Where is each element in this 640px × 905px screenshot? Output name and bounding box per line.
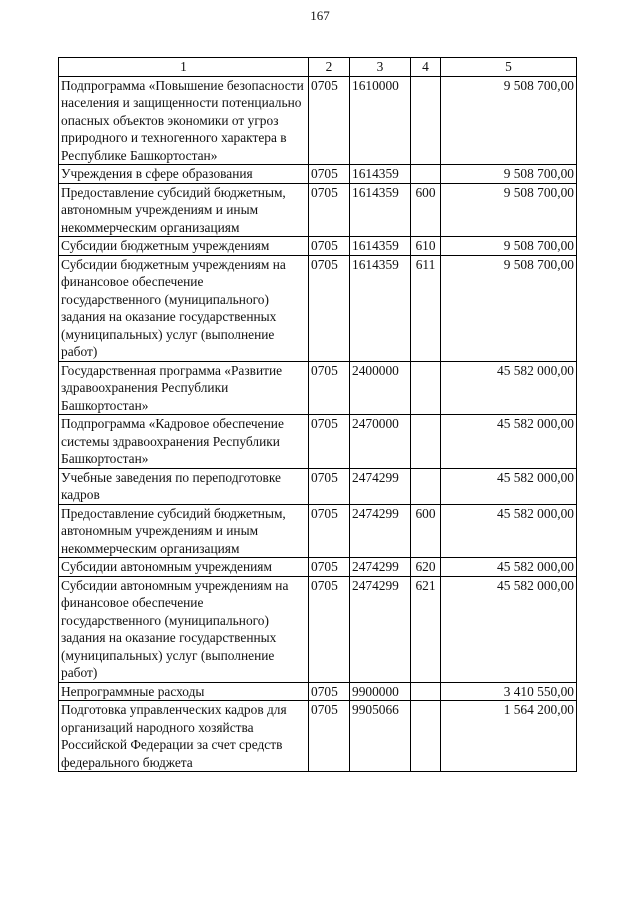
row-type: 600 xyxy=(411,504,441,558)
table-row xyxy=(59,255,577,361)
row-type xyxy=(411,165,441,184)
row-code: 1614359 xyxy=(350,165,411,184)
header-col-5: 5 xyxy=(441,58,577,77)
row-section: 0705 xyxy=(309,415,350,469)
row-name: Учреждения в сфере образования xyxy=(59,165,309,184)
row-amount: 9 508 700,00 xyxy=(441,76,577,165)
row-type xyxy=(411,415,441,469)
row-section: 0705 xyxy=(309,183,350,237)
row-section: 0705 xyxy=(309,576,350,682)
row-code: 2400000 xyxy=(350,361,411,415)
row-amount: 9 508 700,00 xyxy=(441,255,577,361)
table-row xyxy=(59,415,577,469)
table-row xyxy=(59,558,577,577)
row-section: 0705 xyxy=(309,165,350,184)
row-section: 0705 xyxy=(309,701,350,772)
row-type: 610 xyxy=(411,237,441,256)
budget-table xyxy=(58,57,577,772)
row-amount: 9 508 700,00 xyxy=(441,165,577,184)
header-col-3: 3 xyxy=(350,58,411,77)
header-col-4: 4 xyxy=(411,58,441,77)
row-type xyxy=(411,361,441,415)
row-code: 2474299 xyxy=(350,558,411,577)
row-amount: 45 582 000,00 xyxy=(441,504,577,558)
row-code: 2474299 xyxy=(350,504,411,558)
table-row xyxy=(59,361,577,415)
row-amount: 45 582 000,00 xyxy=(441,468,577,504)
row-amount: 1 564 200,00 xyxy=(441,701,577,772)
table-row xyxy=(59,76,577,165)
row-code: 9905066 xyxy=(350,701,411,772)
row-type: 611 xyxy=(411,255,441,361)
table-row xyxy=(59,576,577,682)
row-amount: 45 582 000,00 xyxy=(441,558,577,577)
row-section: 0705 xyxy=(309,558,350,577)
row-amount: 45 582 000,00 xyxy=(441,415,577,469)
table-row xyxy=(59,237,577,256)
table-row xyxy=(59,165,577,184)
row-type xyxy=(411,76,441,165)
row-section: 0705 xyxy=(309,682,350,701)
header-col-1: 1 xyxy=(59,58,309,77)
row-name: Субсидии автономным учреждениям на финансовое обеспечение государственного (муниципального) задания на оказание государственных (муниципальных) услуг (выполнение работ) xyxy=(59,576,309,682)
row-section: 0705 xyxy=(309,361,350,415)
row-name: Предоставление субсидий бюджетным, автономным учреждениям и иным некоммерческим организациям xyxy=(59,504,309,558)
row-name: Непрограммные расходы xyxy=(59,682,309,701)
table-row xyxy=(59,701,577,772)
row-code: 2474299 xyxy=(350,468,411,504)
table-row xyxy=(59,682,577,701)
row-name: Предоставление субсидий бюджетным, автономным учреждениям и иным некоммерческим организациям xyxy=(59,183,309,237)
row-section: 0705 xyxy=(309,76,350,165)
row-type xyxy=(411,682,441,701)
row-name: Субсидии бюджетным учреждениям xyxy=(59,237,309,256)
row-code: 1610000 xyxy=(350,76,411,165)
header-row xyxy=(59,58,577,77)
row-code: 2470000 xyxy=(350,415,411,469)
row-code: 1614359 xyxy=(350,255,411,361)
row-code: 1614359 xyxy=(350,183,411,237)
header-col-2: 2 xyxy=(309,58,350,77)
row-name: Субсидии бюджетным учреждениям на финансовое обеспечение государственного (муниципального) задания на оказание государственных (муниципальных) услуг (выполнение работ) xyxy=(59,255,309,361)
row-section: 0705 xyxy=(309,255,350,361)
page-number: 167 xyxy=(310,8,330,23)
row-name: Подпрограмма «Кадровое обеспечение системы здравоохранения Республики Башкортостан» xyxy=(59,415,309,469)
row-name: Подпрограмма «Повышение безопасности населения и защищенности потенциально опасных объектов экономики от угроз природного и техногенного характера в Республике Башкортостан» xyxy=(59,76,309,165)
row-code: 1614359 xyxy=(350,237,411,256)
row-name: Субсидии автономным учреждениям xyxy=(59,558,309,577)
row-section: 0705 xyxy=(309,504,350,558)
row-section: 0705 xyxy=(309,468,350,504)
row-amount: 3 410 550,00 xyxy=(441,682,577,701)
table-row xyxy=(59,504,577,558)
row-type: 620 xyxy=(411,558,441,577)
row-name: Государственная программа «Развитие здравоохранения Республики Башкортостан» xyxy=(59,361,309,415)
row-type: 621 xyxy=(411,576,441,682)
row-code: 2474299 xyxy=(350,576,411,682)
row-amount: 9 508 700,00 xyxy=(441,183,577,237)
row-type xyxy=(411,701,441,772)
row-amount: 9 508 700,00 xyxy=(441,237,577,256)
table-row xyxy=(59,183,577,237)
row-name: Учебные заведения по переподготовке кадров xyxy=(59,468,309,504)
row-name: Подготовка управленческих кадров для организаций народного хозяйства Российской Федерации за счет средств федерального бюджета xyxy=(59,701,309,772)
row-section: 0705 xyxy=(309,237,350,256)
row-amount: 45 582 000,00 xyxy=(441,361,577,415)
table-row xyxy=(59,468,577,504)
row-type xyxy=(411,468,441,504)
row-code: 9900000 xyxy=(350,682,411,701)
row-type: 600 xyxy=(411,183,441,237)
row-amount: 45 582 000,00 xyxy=(441,576,577,682)
